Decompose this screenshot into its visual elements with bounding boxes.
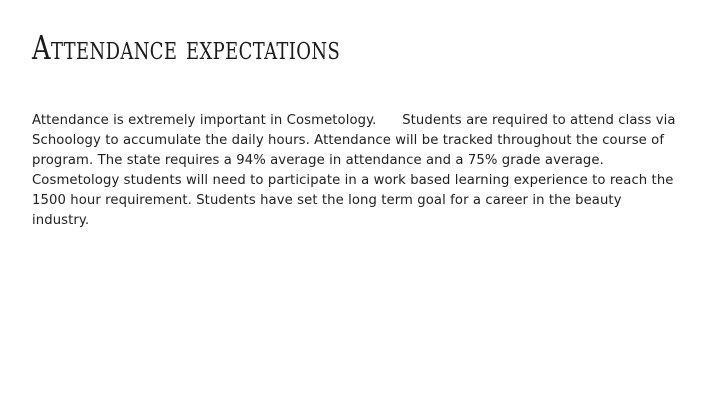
slide-body-text: Attendance is extremely important in Cosmetology. Students are required to attend class via Schoology to accumulate the daily hours. Attendance will be tracked throughout the course of program. The state requires a 94% average in attendance and a 75% grade average. Cosmetology students will need to participate in a work based learning experience to reach the 1500 hour requirement. Students have set the long term goal for a career in the beauty industry. <box>32 113 680 228</box>
slide-title: Attendance expectations <box>32 28 341 67</box>
